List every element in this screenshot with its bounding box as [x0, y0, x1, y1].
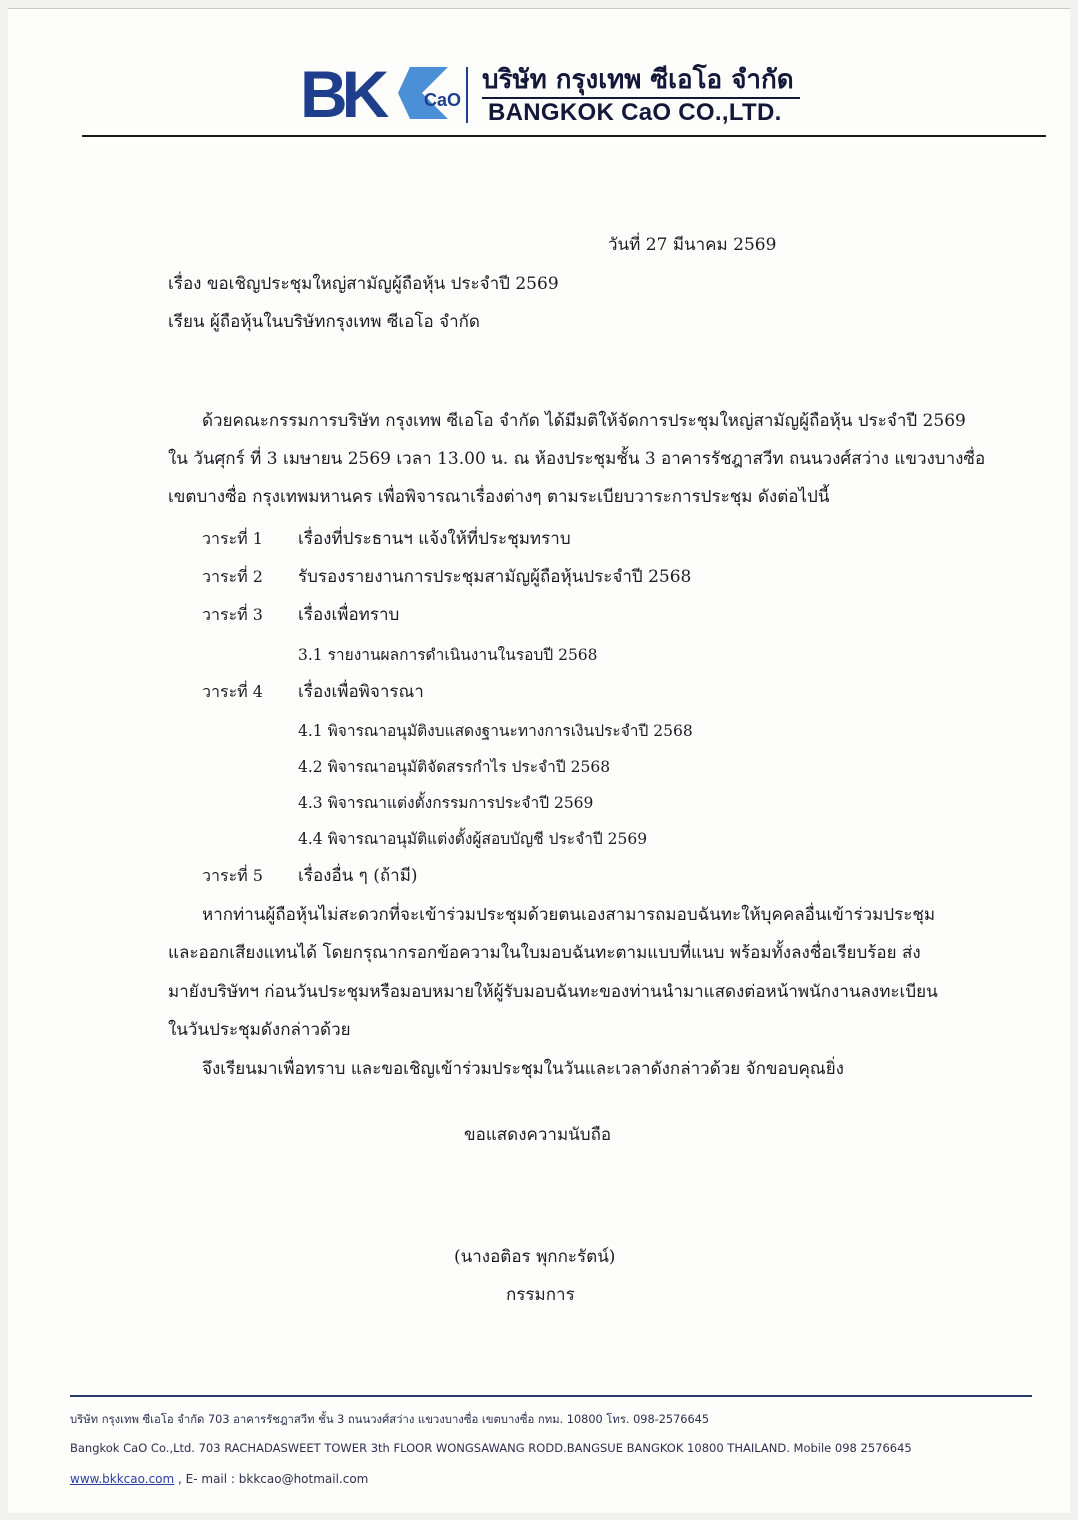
- agenda-subitem: 4.4 พิจารณาอนุมัติแต่งตั้งผู้สอบบัญชี ประจำปี 2569: [298, 830, 648, 848]
- agenda-label: วาระที่ 1: [202, 529, 263, 548]
- footer-divider: [70, 1395, 1032, 1397]
- letter-recipient: เรียน ผู้ถือหุ้นในบริษัทกรุงเทพ ซีเอโอ จำกัด: [168, 312, 480, 332]
- agenda-subitem: 4.2 พิจารณาอนุมัติจัดสรรกำไร ประจำปี 2568: [298, 758, 611, 776]
- agenda-title: รับรองรายงานการประชุมสามัญผู้ถือหุ้นประจำปี 2568: [298, 567, 692, 587]
- header-divider: [82, 135, 1046, 137]
- agenda-title: เรื่องเพื่อพิจารณา: [298, 682, 424, 702]
- agenda-subitem: 4.3 พิจารณาแต่งตั้งกรรมการประจำปี 2569: [298, 794, 594, 812]
- signer-position: กรรมการ: [506, 1285, 575, 1305]
- website-link[interactable]: www.bkkcao.com: [70, 1472, 175, 1486]
- agenda-label: วาระที่ 4: [202, 682, 263, 701]
- footer-address-english: Bangkok CaO Co.,Ltd. 703 RACHADASWEET TOWER 3th FLOOR WONGSAWANG RODD.BANGSUE BANGKOK 10800 THAILAND. Mobile 098 2576645: [70, 1441, 912, 1455]
- agenda-label: วาระที่ 5: [202, 866, 263, 885]
- letter-date: วันที่ 27 มีนาคม 2569: [608, 235, 777, 255]
- proxy-line: และออกเสียงแทนได้ โดยกรุณากรอกข้อความในใบมอบฉันทะตามแบบที่แนบ พร้อมทั้งลงชื่อเรียบร้อย ส่ง: [168, 943, 921, 963]
- company-name-thai: บริษัท กรุงเทพ ซีเอโอ จำกัด: [482, 65, 794, 95]
- agenda-subitem: 3.1 รายงานผลการดำเนินงานในรอบปี 2568: [298, 646, 598, 664]
- intro-line: ด้วยคณะกรรมการบริษัท กรุงเทพ ซีเอโอ จำกัด ได้มีมติให้จัดการประชุมใหญ่สามัญผู้ถือหุ้น ประจำปี 2569: [202, 411, 966, 431]
- agenda-title: เรื่องอื่น ๆ (ถ้ามี): [298, 866, 418, 886]
- letter-page: [8, 8, 1070, 1513]
- logo-letters: BK: [300, 61, 384, 123]
- company-logo: [298, 61, 468, 123]
- proxy-line: หากท่านผู้ถือหุ้นไม่สะดวกที่จะเข้าร่วมประชุมด้วยตนเองสามารถมอบฉันทะให้บุคคลอื่นเข้าร่วมประชุม: [202, 905, 936, 925]
- footer-contact: [70, 1472, 368, 1486]
- invitation-line: จึงเรียนมาเพื่อทราบ และขอเชิญเข้าร่วมประชุมในวันและเวลาดังกล่าวด้วย จักขอบคุณยิ่ง: [202, 1059, 844, 1079]
- agenda-title: เรื่องที่ประธานฯ แจ้งให้ที่ประชุมทราบ: [298, 529, 571, 549]
- agenda-title: เรื่องเพื่อทราบ: [298, 605, 400, 625]
- logo-sub: CaO: [424, 90, 462, 110]
- agenda-label: วาระที่ 3: [202, 605, 263, 624]
- letter-subject: เรื่อง ขอเชิญประชุมใหญ่สามัญผู้ถือหุ้น ประจำปี 2569: [168, 274, 559, 294]
- footer-address-thai: บริษัท กรุงเทพ ซีเอโอ จำกัด 703 อาคารรัชฎาสวีท ชั้น 3 ถนนวงศ์สว่าง แขวงบางซื่อ เขตบางซื่อ กทม. 10800 โทร. 098-2576645: [70, 1413, 710, 1426]
- logo-divider: [466, 67, 468, 123]
- footer-email: , E- mail : bkkcao@hotmail.com: [174, 1472, 369, 1486]
- closing-salutation: ขอแสดงความนับถือ: [464, 1125, 612, 1145]
- agenda-label: วาระที่ 2: [202, 567, 263, 586]
- proxy-line: มายังบริษัทฯ ก่อนวันประชุมหรือมอบหมายให้ผู้รับมอบฉันทะของท่านนำมาแสดงต่อหน้าพนักงานลงทะเบียน: [168, 982, 938, 1002]
- proxy-line: ในวันประชุมดังกล่าวด้วย: [168, 1020, 351, 1040]
- intro-line: ใน วันศุกร์ ที่ 3 เมษายน 2569 เวลา 13.00 น. ณ ห้องประชุมชั้น 3 อาคารรัชฎาสวีท ถนนวงศ์สว่าง แขวงบางซื่อ: [168, 449, 986, 469]
- intro-line: เขตบางซื่อ กรุงเทพมหานคร เพื่อพิจารณาเรื่องต่างๆ ตามระเบียบวาระการประชุม ดังต่อไปนี้: [168, 487, 830, 507]
- signer-name: (นางอติอร พุกกะรัตน์): [454, 1247, 616, 1267]
- company-name-english: BANGKOK CaO CO.,LTD.: [488, 99, 782, 126]
- agenda-subitem: 4.1 พิจารณาอนุมัติงบแสดงฐานะทางการเงินประจำปี 2568: [298, 722, 693, 740]
